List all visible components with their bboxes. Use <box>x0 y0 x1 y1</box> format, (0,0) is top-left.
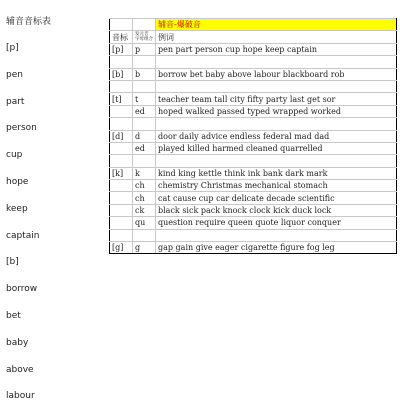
cell-phonetic: [g] <box>110 242 133 254</box>
cell-phonetic <box>110 56 133 68</box>
cell-grapheme: t <box>133 93 156 105</box>
cell-grapheme: ed <box>133 105 156 117</box>
table-title-row <box>110 19 397 31</box>
left-list-item: labour <box>6 391 35 401</box>
left-list-item: person <box>6 123 37 134</box>
cell-examples <box>156 229 397 241</box>
table-row <box>110 93 397 105</box>
cell-phonetic <box>110 192 133 204</box>
header-grapheme-line1: 发元音 <box>135 32 149 38</box>
header-grapheme-line2: 字母组合 <box>135 37 153 43</box>
table-row <box>110 68 397 80</box>
cell-examples <box>156 155 397 167</box>
cell-grapheme <box>133 80 156 92</box>
cell-examples: borrow bet baby above labour blackboard rob <box>156 68 397 80</box>
cell-grapheme <box>133 118 156 130</box>
cell-grapheme: ch <box>133 192 156 204</box>
left-list-item: pen <box>6 69 23 80</box>
title-blank-cell <box>110 19 133 31</box>
table-row <box>110 142 397 154</box>
cell-examples: cat cause cup car delicate decade scientific <box>156 192 397 204</box>
table-row <box>110 155 397 167</box>
cell-phonetic <box>110 142 133 154</box>
left-panel-title: 辅音音标表 <box>6 17 52 27</box>
table-row <box>110 217 397 229</box>
left-list-item: [b] <box>6 257 19 268</box>
header-examples: 例词 <box>156 31 397 43</box>
left-list-item: captain <box>6 230 40 241</box>
left-list-item: [p] <box>6 43 19 53</box>
cell-grapheme: qu <box>133 217 156 229</box>
cell-phonetic <box>110 80 133 92</box>
left-list-item: part <box>6 96 25 107</box>
cell-examples: question require queen quote liquor conquer <box>156 217 397 229</box>
cell-examples: black sick pack knock clock kick duck lock <box>156 204 397 216</box>
table-header-row <box>110 31 397 43</box>
cell-phonetic <box>110 204 133 216</box>
cell-phonetic <box>110 229 133 241</box>
left-list-item: bet <box>6 311 21 321</box>
table-row <box>110 43 397 55</box>
table-row <box>110 56 397 68</box>
cell-phonetic: [d] <box>110 130 133 142</box>
cell-phonetic: [b] <box>110 68 133 80</box>
consonant-table <box>109 18 397 254</box>
cell-phonetic <box>110 180 133 192</box>
cell-examples: gap gain give eager cigarette figure fog leg <box>156 242 397 254</box>
left-list-item: borrow <box>6 284 38 295</box>
cell-grapheme <box>133 56 156 68</box>
cell-grapheme: b <box>133 68 156 80</box>
cell-examples: teacher team tall city fifty party last get sor <box>156 93 397 105</box>
cell-examples: door daily advice endless federal mad dad <box>156 130 397 142</box>
cell-phonetic: [k] <box>110 167 133 179</box>
table-row <box>110 130 397 142</box>
cell-grapheme: k <box>133 167 156 179</box>
table-row <box>110 229 397 241</box>
cell-examples <box>156 56 397 68</box>
table-title: 辅音-爆破音 <box>156 19 397 31</box>
cell-phonetic: [t] <box>110 93 133 105</box>
cell-examples <box>156 118 397 130</box>
cell-examples: hoped walked passed typed wrapped worked <box>156 105 397 117</box>
left-list-item: baby <box>6 337 29 348</box>
cell-examples: chemistry Christmas mechanical stomach <box>156 180 397 192</box>
left-list-item: cup <box>6 150 23 161</box>
cell-examples: kind king kettle think ink bank dark mark <box>156 167 397 179</box>
header-phonetic: 音标 <box>110 31 133 43</box>
cell-grapheme: g <box>133 242 156 254</box>
cell-phonetic <box>110 118 133 130</box>
cell-grapheme <box>133 229 156 241</box>
left-list-item: above <box>6 364 34 375</box>
table-row <box>110 167 397 179</box>
table-row <box>110 105 397 117</box>
table-row <box>110 242 397 254</box>
cell-grapheme: ch <box>133 180 156 192</box>
cell-grapheme: ed <box>133 142 156 154</box>
table-row <box>110 118 397 130</box>
cell-examples <box>156 80 397 92</box>
cell-phonetic <box>110 105 133 117</box>
cell-grapheme: ck <box>133 204 156 216</box>
cell-grapheme: p <box>133 43 156 55</box>
cell-phonetic: [p] <box>110 43 133 55</box>
left-list-item: keep <box>6 203 28 214</box>
left-list-item: hope <box>6 177 29 187</box>
cell-examples: played killed harmed cleaned quarrelled <box>156 142 397 154</box>
cell-phonetic <box>110 217 133 229</box>
title-blank-cell <box>133 19 156 31</box>
cell-examples: pen part person cup hope keep captain <box>156 43 397 55</box>
cell-grapheme <box>133 155 156 167</box>
table-row <box>110 80 397 92</box>
cell-grapheme: d <box>133 130 156 142</box>
table-row <box>110 192 397 204</box>
table-row <box>110 204 397 216</box>
cell-phonetic <box>110 155 133 167</box>
table-row <box>110 180 397 192</box>
header-grapheme <box>133 31 156 43</box>
